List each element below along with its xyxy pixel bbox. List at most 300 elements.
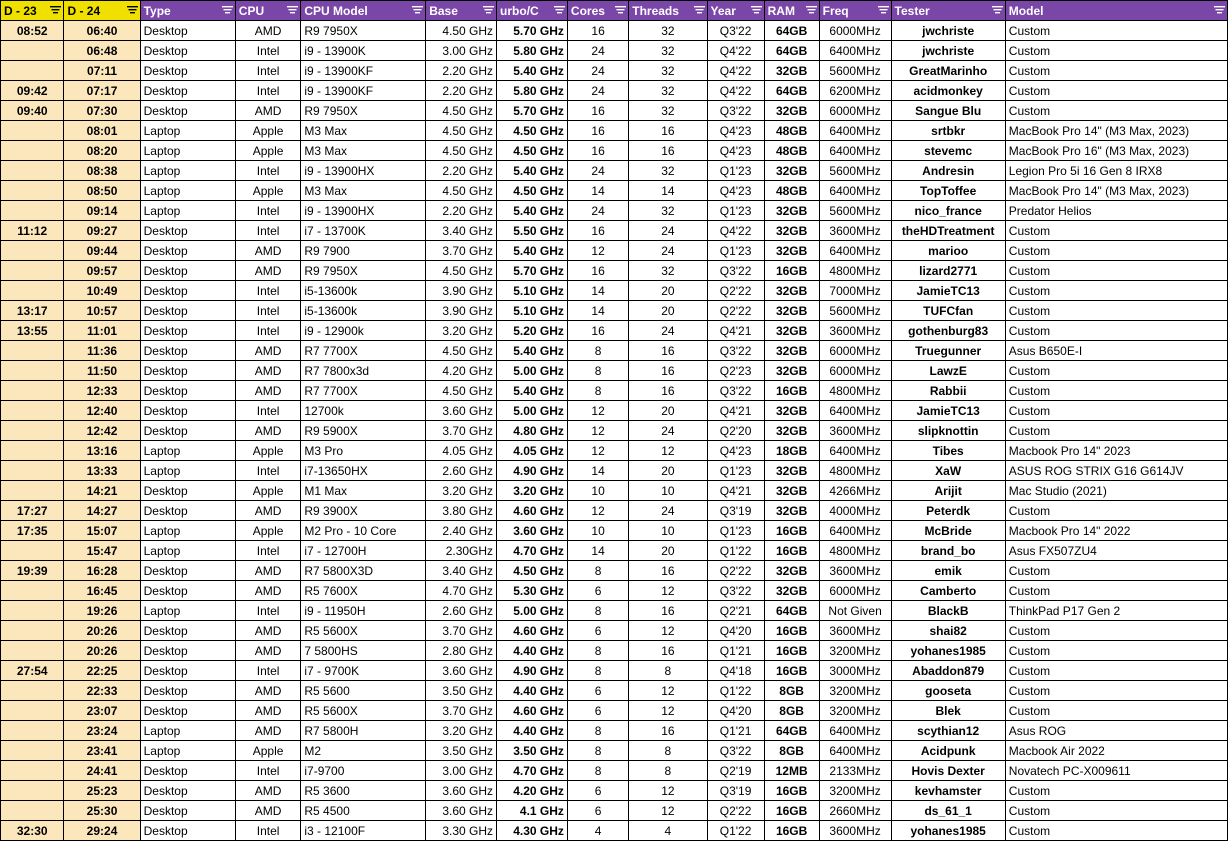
cell-cpu[interactable]: Intel: [235, 401, 301, 421]
cell-base[interactable]: 3.70 GHz: [426, 621, 497, 641]
cell-d23[interactable]: [1, 241, 64, 261]
cell-base[interactable]: 3.40 GHz: [426, 561, 497, 581]
cell-type[interactable]: Laptop: [140, 201, 235, 221]
cell-turbo[interactable]: 5.40 GHz: [497, 241, 568, 261]
cell-d23[interactable]: [1, 481, 64, 501]
cell-mdl[interactable]: Custom: [1005, 801, 1227, 821]
cell-freq[interactable]: 6200MHz: [819, 81, 891, 101]
cell-freq[interactable]: 6000MHz: [819, 341, 891, 361]
cell-cores[interactable]: 24: [567, 201, 628, 221]
column-header-freq[interactable]: [819, 1, 891, 21]
cell-thr[interactable]: 24: [629, 241, 707, 261]
cell-thr[interactable]: 12: [629, 781, 707, 801]
cell-turbo[interactable]: 5.50 GHz: [497, 221, 568, 241]
cell-d24[interactable]: 25:23: [64, 781, 140, 801]
cell-type[interactable]: Laptop: [140, 121, 235, 141]
cell-cpu[interactable]: Intel: [235, 61, 301, 81]
cell-cpu[interactable]: AMD: [235, 801, 301, 821]
cell-mdl[interactable]: MacBook Pro 16" (M3 Max, 2023): [1005, 141, 1227, 161]
cell-cores[interactable]: 8: [567, 641, 628, 661]
cell-ram[interactable]: 32GB: [764, 221, 819, 241]
cell-freq[interactable]: 4800MHz: [819, 381, 891, 401]
cell-d23[interactable]: [1, 401, 64, 421]
cell-model[interactable]: i5-13600k: [301, 301, 426, 321]
cell-cpu[interactable]: Intel: [235, 81, 301, 101]
cell-cores[interactable]: 8: [567, 561, 628, 581]
cell-cpu[interactable]: Intel: [235, 201, 301, 221]
cell-year[interactable]: Q3'22: [707, 101, 764, 121]
cell-mdl[interactable]: Custom: [1005, 301, 1227, 321]
cell-tester[interactable]: Rabbii: [891, 381, 1005, 401]
cell-base[interactable]: 3.90 GHz: [426, 281, 497, 301]
cell-tester[interactable]: srtbkr: [891, 121, 1005, 141]
cell-type[interactable]: Desktop: [140, 781, 235, 801]
cell-year[interactable]: Q3'22: [707, 21, 764, 41]
column-header-cpu[interactable]: [235, 1, 301, 21]
cell-type[interactable]: Desktop: [140, 801, 235, 821]
cell-base[interactable]: 3.90 GHz: [426, 301, 497, 321]
cell-cpu[interactable]: AMD: [235, 101, 301, 121]
cell-ram[interactable]: 32GB: [764, 461, 819, 481]
cell-year[interactable]: Q4'22: [707, 81, 764, 101]
cell-thr[interactable]: 20: [629, 401, 707, 421]
cell-d23[interactable]: [1, 381, 64, 401]
cell-mdl[interactable]: Asus FX507ZU4: [1005, 541, 1227, 561]
cell-type[interactable]: Laptop: [140, 601, 235, 621]
cell-d24[interactable]: 12:33: [64, 381, 140, 401]
cell-thr[interactable]: 24: [629, 321, 707, 341]
cell-tester[interactable]: theHDTreatment: [891, 221, 1005, 241]
cell-ram[interactable]: 18GB: [764, 441, 819, 461]
filter-icon[interactable]: [878, 5, 889, 16]
cell-cpu[interactable]: Intel: [235, 281, 301, 301]
cell-turbo[interactable]: 5.10 GHz: [497, 301, 568, 321]
cell-base[interactable]: 4.20 GHz: [426, 361, 497, 381]
cell-turbo[interactable]: 5.70 GHz: [497, 261, 568, 281]
cell-turbo[interactable]: 5.10 GHz: [497, 281, 568, 301]
cell-year[interactable]: Q4'23: [707, 441, 764, 461]
cell-d23[interactable]: [1, 161, 64, 181]
cell-d24[interactable]: 07:11: [64, 61, 140, 81]
cell-base[interactable]: 3.20 GHz: [426, 481, 497, 501]
cell-turbo[interactable]: 4.60 GHz: [497, 621, 568, 641]
cell-freq[interactable]: 4000MHz: [819, 501, 891, 521]
cell-thr[interactable]: 32: [629, 21, 707, 41]
cell-d24[interactable]: 23:41: [64, 741, 140, 761]
cell-year[interactable]: Q2'21: [707, 601, 764, 621]
cell-model[interactable]: M3 Max: [301, 121, 426, 141]
cell-cpu[interactable]: Apple: [235, 121, 301, 141]
column-header-model[interactable]: [301, 1, 426, 21]
cell-thr[interactable]: 10: [629, 481, 707, 501]
cell-tester[interactable]: McBride: [891, 521, 1005, 541]
cell-tester[interactable]: marioo: [891, 241, 1005, 261]
cell-tester[interactable]: Peterdk: [891, 501, 1005, 521]
cell-base[interactable]: 3.80 GHz: [426, 501, 497, 521]
cell-freq[interactable]: 3200MHz: [819, 641, 891, 661]
cell-year[interactable]: Q4'23: [707, 181, 764, 201]
cell-d24[interactable]: 06:40: [64, 21, 140, 41]
cell-ram[interactable]: 32GB: [764, 301, 819, 321]
cell-turbo[interactable]: 4.90 GHz: [497, 461, 568, 481]
cell-base[interactable]: 4.50 GHz: [426, 141, 497, 161]
cell-mdl[interactable]: Custom: [1005, 21, 1227, 41]
cell-base[interactable]: 2.20 GHz: [426, 201, 497, 221]
cell-year[interactable]: Q3'22: [707, 261, 764, 281]
cell-d24[interactable]: 22:33: [64, 681, 140, 701]
cell-cores[interactable]: 12: [567, 401, 628, 421]
cell-cpu[interactable]: AMD: [235, 781, 301, 801]
cell-year[interactable]: Q3'22: [707, 341, 764, 361]
cell-d24[interactable]: 23:07: [64, 701, 140, 721]
cell-freq[interactable]: 6400MHz: [819, 121, 891, 141]
filter-icon[interactable]: [806, 5, 817, 16]
cell-base[interactable]: 3.00 GHz: [426, 41, 497, 61]
cell-freq[interactable]: Not Given: [819, 601, 891, 621]
cell-tester[interactable]: Abaddon879: [891, 661, 1005, 681]
cell-cores[interactable]: 14: [567, 541, 628, 561]
cell-d23[interactable]: [1, 61, 64, 81]
cell-d23[interactable]: 09:42: [1, 81, 64, 101]
cell-d24[interactable]: 11:36: [64, 341, 140, 361]
cell-ram[interactable]: 32GB: [764, 201, 819, 221]
cell-d24[interactable]: 22:25: [64, 661, 140, 681]
cell-mdl[interactable]: Custom: [1005, 101, 1227, 121]
cell-mdl[interactable]: Novatech PC-X009611: [1005, 761, 1227, 781]
cell-year[interactable]: Q2'22: [707, 561, 764, 581]
cell-model[interactable]: R7 7700X: [301, 381, 426, 401]
cell-d23[interactable]: [1, 601, 64, 621]
cell-cores[interactable]: 6: [567, 781, 628, 801]
cell-cpu[interactable]: Intel: [235, 601, 301, 621]
cell-tester[interactable]: JamieTC13: [891, 401, 1005, 421]
cell-year[interactable]: Q3'19: [707, 781, 764, 801]
cell-year[interactable]: Q2'22: [707, 301, 764, 321]
cell-cores[interactable]: 6: [567, 621, 628, 641]
cell-model[interactable]: M3 Max: [301, 141, 426, 161]
cell-base[interactable]: 3.20 GHz: [426, 721, 497, 741]
cell-year[interactable]: Q3'19: [707, 501, 764, 521]
cell-mdl[interactable]: Custom: [1005, 581, 1227, 601]
cell-cpu[interactable]: Intel: [235, 661, 301, 681]
cell-mdl[interactable]: Mac Studio (2021): [1005, 481, 1227, 501]
cell-thr[interactable]: 20: [629, 461, 707, 481]
cell-thr[interactable]: 24: [629, 501, 707, 521]
cell-base[interactable]: 4.05 GHz: [426, 441, 497, 461]
cell-mdl[interactable]: Custom: [1005, 61, 1227, 81]
cell-year[interactable]: Q1'23: [707, 161, 764, 181]
cell-model[interactable]: i9 - 13900K: [301, 41, 426, 61]
cell-cpu[interactable]: Apple: [235, 141, 301, 161]
cell-turbo[interactable]: 5.40 GHz: [497, 381, 568, 401]
cell-type[interactable]: Desktop: [140, 41, 235, 61]
cell-type[interactable]: Desktop: [140, 401, 235, 421]
cell-thr[interactable]: 20: [629, 301, 707, 321]
cell-tester[interactable]: shai82: [891, 621, 1005, 641]
cell-mdl[interactable]: Custom: [1005, 701, 1227, 721]
cell-turbo[interactable]: 4.40 GHz: [497, 681, 568, 701]
cell-cores[interactable]: 14: [567, 281, 628, 301]
column-header-d24[interactable]: [64, 1, 140, 21]
cell-base[interactable]: 4.50 GHz: [426, 21, 497, 41]
cell-thr[interactable]: 20: [629, 541, 707, 561]
cell-cores[interactable]: 14: [567, 461, 628, 481]
cell-ram[interactable]: 16GB: [764, 521, 819, 541]
cell-cores[interactable]: 8: [567, 721, 628, 741]
cell-mdl[interactable]: Predator Helios: [1005, 201, 1227, 221]
cell-model[interactable]: M3 Max: [301, 181, 426, 201]
cell-year[interactable]: Q3'22: [707, 581, 764, 601]
cell-mdl[interactable]: Custom: [1005, 381, 1227, 401]
cell-cores[interactable]: 8: [567, 361, 628, 381]
cell-type[interactable]: Desktop: [140, 101, 235, 121]
cell-model[interactable]: M2: [301, 741, 426, 761]
cell-tester[interactable]: Arijit: [891, 481, 1005, 501]
cell-mdl[interactable]: Custom: [1005, 681, 1227, 701]
cell-thr[interactable]: 32: [629, 201, 707, 221]
cell-d24[interactable]: 11:01: [64, 321, 140, 341]
cell-tester[interactable]: TUFCfan: [891, 301, 1005, 321]
cell-cores[interactable]: 14: [567, 301, 628, 321]
cell-ram[interactable]: 32GB: [764, 481, 819, 501]
cell-cores[interactable]: 12: [567, 421, 628, 441]
column-header-cores[interactable]: [567, 1, 628, 21]
cell-year[interactable]: Q4'21: [707, 321, 764, 341]
cell-freq[interactable]: 3200MHz: [819, 781, 891, 801]
cell-turbo[interactable]: 4.80 GHz: [497, 421, 568, 441]
cell-freq[interactable]: 6400MHz: [819, 721, 891, 741]
cell-base[interactable]: 4.50 GHz: [426, 181, 497, 201]
cell-d24[interactable]: 08:38: [64, 161, 140, 181]
cell-d23[interactable]: [1, 201, 64, 221]
cell-cpu[interactable]: AMD: [235, 381, 301, 401]
cell-type[interactable]: Desktop: [140, 701, 235, 721]
cell-type[interactable]: Laptop: [140, 141, 235, 161]
cell-cpu[interactable]: AMD: [235, 421, 301, 441]
cell-type[interactable]: Laptop: [140, 181, 235, 201]
cell-freq[interactable]: 3600MHz: [819, 421, 891, 441]
cell-base[interactable]: 4.50 GHz: [426, 341, 497, 361]
filter-icon[interactable]: [287, 5, 298, 16]
cell-type[interactable]: Laptop: [140, 521, 235, 541]
column-header-ram[interactable]: [764, 1, 819, 21]
cell-tester[interactable]: emik: [891, 561, 1005, 581]
cell-d24[interactable]: 16:45: [64, 581, 140, 601]
cell-cpu[interactable]: Intel: [235, 301, 301, 321]
cell-base[interactable]: 2.20 GHz: [426, 81, 497, 101]
cell-model[interactable]: i7 - 13700K: [301, 221, 426, 241]
cell-year[interactable]: Q1'22: [707, 681, 764, 701]
cell-ram[interactable]: 64GB: [764, 601, 819, 621]
cell-ram[interactable]: 48GB: [764, 181, 819, 201]
cell-d23[interactable]: [1, 121, 64, 141]
cell-type[interactable]: Laptop: [140, 741, 235, 761]
cell-turbo[interactable]: 5.40 GHz: [497, 161, 568, 181]
cell-ram[interactable]: 8GB: [764, 701, 819, 721]
cell-thr[interactable]: 14: [629, 181, 707, 201]
cell-ram[interactable]: 16GB: [764, 821, 819, 841]
cell-cores[interactable]: 16: [567, 321, 628, 341]
cell-turbo[interactable]: 4.50 GHz: [497, 561, 568, 581]
cell-turbo[interactable]: 4.40 GHz: [497, 641, 568, 661]
cell-turbo[interactable]: 4.60 GHz: [497, 701, 568, 721]
cell-ram[interactable]: 32GB: [764, 161, 819, 181]
cell-tester[interactable]: nico_france: [891, 201, 1005, 221]
cell-d23[interactable]: 13:17: [1, 301, 64, 321]
cell-thr[interactable]: 24: [629, 221, 707, 241]
cell-cpu[interactable]: AMD: [235, 241, 301, 261]
cell-model[interactable]: R7 5800H: [301, 721, 426, 741]
cell-thr[interactable]: 16: [629, 561, 707, 581]
cell-cpu[interactable]: Apple: [235, 181, 301, 201]
cell-turbo[interactable]: 5.00 GHz: [497, 401, 568, 421]
cell-d23[interactable]: [1, 181, 64, 201]
cell-d23[interactable]: 17:27: [1, 501, 64, 521]
cell-mdl[interactable]: Custom: [1005, 661, 1227, 681]
cell-cores[interactable]: 16: [567, 101, 628, 121]
cell-tester[interactable]: Hovis Dexter: [891, 761, 1005, 781]
cell-ram[interactable]: 32GB: [764, 101, 819, 121]
cell-cpu[interactable]: Intel: [235, 461, 301, 481]
cell-d23[interactable]: 13:55: [1, 321, 64, 341]
cell-base[interactable]: 2.20 GHz: [426, 61, 497, 81]
cell-d24[interactable]: 23:24: [64, 721, 140, 741]
cell-mdl[interactable]: Custom: [1005, 41, 1227, 61]
cell-cpu[interactable]: Apple: [235, 481, 301, 501]
cell-mdl[interactable]: Legion Pro 5i 16 Gen 8 IRX8: [1005, 161, 1227, 181]
cell-thr[interactable]: 32: [629, 261, 707, 281]
cell-year[interactable]: Q3'22: [707, 381, 764, 401]
cell-year[interactable]: Q2'23: [707, 361, 764, 381]
cell-type[interactable]: Laptop: [140, 441, 235, 461]
cell-d23[interactable]: 32:30: [1, 821, 64, 841]
cell-turbo[interactable]: 4.60 GHz: [497, 501, 568, 521]
cell-thr[interactable]: 12: [629, 441, 707, 461]
cell-ram[interactable]: 32GB: [764, 281, 819, 301]
cell-thr[interactable]: 12: [629, 801, 707, 821]
cell-cpu[interactable]: AMD: [235, 501, 301, 521]
cell-d24[interactable]: 09:57: [64, 261, 140, 281]
cell-freq[interactable]: 6400MHz: [819, 441, 891, 461]
cell-thr[interactable]: 16: [629, 341, 707, 361]
cell-ram[interactable]: 32GB: [764, 61, 819, 81]
cell-d23[interactable]: [1, 641, 64, 661]
cell-turbo[interactable]: 3.50 GHz: [497, 741, 568, 761]
cell-tester[interactable]: yohanes1985: [891, 641, 1005, 661]
cell-ram[interactable]: 32GB: [764, 561, 819, 581]
cell-d23[interactable]: 08:52: [1, 21, 64, 41]
cell-freq[interactable]: 3600MHz: [819, 821, 891, 841]
cell-thr[interactable]: 32: [629, 101, 707, 121]
cell-type[interactable]: Laptop: [140, 721, 235, 741]
cell-ram[interactable]: 32GB: [764, 341, 819, 361]
cell-d24[interactable]: 10:57: [64, 301, 140, 321]
cell-year[interactable]: Q4'21: [707, 481, 764, 501]
cell-thr[interactable]: 16: [629, 641, 707, 661]
cell-cores[interactable]: 8: [567, 601, 628, 621]
cell-ram[interactable]: 64GB: [764, 721, 819, 741]
cell-turbo[interactable]: 4.20 GHz: [497, 781, 568, 801]
cell-d23[interactable]: [1, 621, 64, 641]
cell-d24[interactable]: 07:30: [64, 101, 140, 121]
cell-base[interactable]: 2.30GHz: [426, 541, 497, 561]
cell-d23[interactable]: 11:12: [1, 221, 64, 241]
cell-base[interactable]: 3.00 GHz: [426, 761, 497, 781]
cell-mdl[interactable]: Custom: [1005, 221, 1227, 241]
column-header-d23[interactable]: [1, 1, 64, 21]
cell-base[interactable]: 2.40 GHz: [426, 521, 497, 541]
cell-turbo[interactable]: 5.40 GHz: [497, 341, 568, 361]
cell-ram[interactable]: 48GB: [764, 141, 819, 161]
cell-model[interactable]: 7 5800HS: [301, 641, 426, 661]
cell-year[interactable]: Q2'22: [707, 281, 764, 301]
cell-year[interactable]: Q1'23: [707, 241, 764, 261]
cell-model[interactable]: i9 - 11950H: [301, 601, 426, 621]
column-header-thr[interactable]: [629, 1, 707, 21]
cell-freq[interactable]: 6400MHz: [819, 41, 891, 61]
cell-freq[interactable]: 5600MHz: [819, 61, 891, 81]
cell-year[interactable]: Q1'21: [707, 721, 764, 741]
cell-cores[interactable]: 24: [567, 41, 628, 61]
cell-d23[interactable]: [1, 741, 64, 761]
cell-cpu[interactable]: AMD: [235, 701, 301, 721]
cell-thr[interactable]: 10: [629, 521, 707, 541]
cell-base[interactable]: 4.70 GHz: [426, 581, 497, 601]
cell-base[interactable]: 3.50 GHz: [426, 681, 497, 701]
cell-tester[interactable]: Acidpunk: [891, 741, 1005, 761]
cell-mdl[interactable]: MacBook Pro 14" (M3 Max, 2023): [1005, 121, 1227, 141]
cell-d23[interactable]: [1, 441, 64, 461]
cell-freq[interactable]: 3600MHz: [819, 561, 891, 581]
cell-year[interactable]: Q1'23: [707, 461, 764, 481]
cell-year[interactable]: Q1'22: [707, 541, 764, 561]
cell-type[interactable]: Desktop: [140, 221, 235, 241]
cell-type[interactable]: Desktop: [140, 681, 235, 701]
cell-d24[interactable]: 25:30: [64, 801, 140, 821]
cell-ram[interactable]: 16GB: [764, 381, 819, 401]
cell-mdl[interactable]: Custom: [1005, 261, 1227, 281]
cell-cpu[interactable]: Apple: [235, 741, 301, 761]
cell-d24[interactable]: 09:27: [64, 221, 140, 241]
cell-model[interactable]: i7 - 12700H: [301, 541, 426, 561]
cell-thr[interactable]: 20: [629, 281, 707, 301]
column-header-type[interactable]: [140, 1, 235, 21]
cell-cores[interactable]: 6: [567, 681, 628, 701]
cell-type[interactable]: Desktop: [140, 361, 235, 381]
cell-d23[interactable]: [1, 461, 64, 481]
cell-cpu[interactable]: AMD: [235, 581, 301, 601]
cell-turbo[interactable]: 4.50 GHz: [497, 141, 568, 161]
cell-thr[interactable]: 32: [629, 61, 707, 81]
cell-cores[interactable]: 6: [567, 581, 628, 601]
cell-cpu[interactable]: AMD: [235, 641, 301, 661]
cell-cores[interactable]: 16: [567, 121, 628, 141]
cell-d23[interactable]: 19:39: [1, 561, 64, 581]
cell-tester[interactable]: Andresin: [891, 161, 1005, 181]
cell-model[interactable]: R9 7950X: [301, 101, 426, 121]
cell-ram[interactable]: 16GB: [764, 621, 819, 641]
cell-cpu[interactable]: Intel: [235, 221, 301, 241]
cell-cores[interactable]: 8: [567, 761, 628, 781]
cell-base[interactable]: 2.80 GHz: [426, 641, 497, 661]
cell-freq[interactable]: 5600MHz: [819, 301, 891, 321]
cell-base[interactable]: 3.60 GHz: [426, 661, 497, 681]
cell-turbo[interactable]: 5.70 GHz: [497, 101, 568, 121]
cell-cpu[interactable]: Apple: [235, 441, 301, 461]
cell-model[interactable]: i3 - 12100F: [301, 821, 426, 841]
cell-type[interactable]: Desktop: [140, 581, 235, 601]
cell-tester[interactable]: jwchriste: [891, 21, 1005, 41]
